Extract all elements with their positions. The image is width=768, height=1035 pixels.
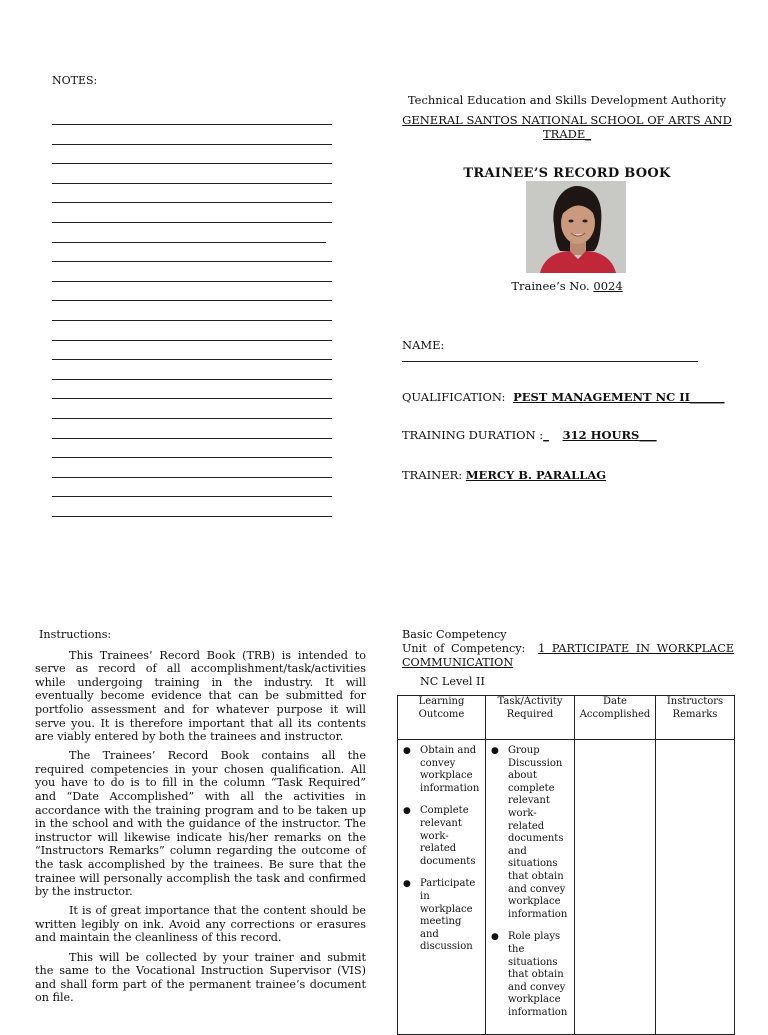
task-text: Group Discussion about complete relevant work-related documents and situations that obtain and convey workplace information (508, 745, 568, 920)
outcome-text: Participate in workplace meeting and discussion (420, 878, 476, 953)
school-name: GENERAL SANTOS NATIONAL SCHOOL OF ARTS AND TRADE_ (402, 113, 732, 141)
instructions-paragraph: The Trainees’ Record Book contains all the required competencies in your chosen qualification. All you have to do is to fill in the column “Task Required” and “Date Accomplished” with all the activities in accordance with the training program and to be taken up in the school and with the guidance of the instructor. The instructor will likewise indicate his/her remarks on the “Instructors Remarks” column regarding the outcome of the task accomplished by the trainees. Be sure that the trainee will personally accomplish the task and confirmed by the instructor. (35, 749, 366, 899)
trainer-value: MERCY B. PARALLAG (465, 468, 607, 482)
outcome-text: Obtain and convey workplace information (420, 745, 480, 794)
list-item (402, 805, 483, 868)
qualification-field (402, 390, 725, 404)
header-learning-outcome: Learning Outcome (398, 696, 486, 740)
note-line (52, 340, 332, 341)
trainee-number (400, 279, 734, 293)
instructions-heading: Instructions: (39, 628, 112, 641)
trainee-number-value: 0024 (593, 279, 623, 293)
note-line (52, 398, 332, 399)
task-required-cell (486, 740, 575, 1035)
header-task-required: Task/Activity Required (486, 696, 575, 740)
note-line (52, 379, 332, 380)
note-line (52, 320, 332, 321)
bullet-icon: ● (403, 879, 411, 890)
notes-label: NOTES: (52, 74, 98, 87)
note-line (52, 183, 332, 184)
instructions-section (35, 628, 366, 1010)
header-instructors-remarks: Instructors Remarks (656, 696, 735, 740)
instructions-paragraph: This will be collected by your trainer and submit the same to the Vocational Instruction Supervisor (VIS) and shall form part of the permanent trainee’s document on file. (35, 950, 366, 1005)
note-line (52, 477, 332, 478)
instructions-paragraph: This Trainees’ Record Book (TRB) is intended to serve as record of all accomplishment/task/activities while undergoing training in the industry. It will eventually become evidence that can be submitted for portfolio assessment and for whatever purpose it will serve you. It is therefore important that all its contents are viably entered by both the trainees and instructor. (35, 648, 366, 744)
trainee-portrait-image (526, 181, 626, 273)
note-line (52, 457, 332, 458)
note-line (52, 124, 332, 125)
unit-label: Unit of Competency: (402, 642, 526, 655)
bullet-icon: ● (403, 806, 411, 817)
authority-name: Technical Education and Skills Development Authority (407, 93, 727, 107)
competency-section (402, 628, 734, 689)
competency-type: Basic Competency (402, 628, 507, 641)
name-blank-line (402, 361, 698, 362)
date-accomplished-cell[interactable] (575, 740, 656, 1035)
note-line (52, 438, 332, 439)
outcome-text: Complete relevant work-related documents (420, 805, 476, 867)
unit-of-competency (402, 642, 734, 670)
header-date-accomplished: Date Accomplished (575, 696, 656, 740)
book-title: TRAINEE’S RECORD BOOK (463, 166, 671, 181)
nc-level: NC Level II (420, 675, 485, 688)
note-line (52, 222, 332, 223)
duration-value: 312 HOURS (562, 428, 640, 442)
note-line (52, 300, 332, 301)
duration-field (402, 428, 657, 442)
instructors-remarks-cell[interactable] (656, 740, 735, 1035)
note-line (52, 281, 332, 282)
trainee-number-label: Trainee’s No. (511, 279, 590, 293)
note-line (52, 242, 326, 243)
qualification-label: QUALIFICATION: (402, 390, 506, 404)
table-header-row (398, 696, 735, 740)
qualification-value: PEST MANAGEMENT NC II (513, 390, 691, 404)
note-line (52, 144, 332, 145)
list-item (490, 931, 572, 1019)
note-line (52, 359, 332, 360)
note-line (52, 516, 332, 517)
instructions-paragraph: It is of great importance that the content should be written legibly on ink. Avoid any corrections or erasures and maintain the cleanliness of this record. (35, 904, 366, 945)
bullet-icon: ● (491, 932, 499, 943)
list-item (402, 745, 483, 795)
name-label: NAME: (402, 338, 445, 352)
trainer-field (402, 468, 606, 482)
table-row (398, 740, 735, 1035)
trainer-label: TRAINER: (402, 468, 463, 482)
competency-table (397, 695, 735, 1035)
list-item (402, 878, 483, 954)
note-line (52, 418, 332, 419)
qualification-trail: ______ (690, 390, 725, 404)
learning-outcome-cell (398, 740, 486, 1035)
duration-trail: ___ (639, 428, 657, 442)
trainee-photo (526, 181, 626, 273)
note-line (52, 261, 332, 262)
note-line (52, 202, 332, 203)
note-line (52, 163, 332, 164)
bullet-icon: ● (403, 746, 411, 756)
duration-label: TRAINING DURATION : (402, 428, 544, 442)
list-item (490, 745, 572, 921)
task-text: Role plays the situations that obtain and convey workplace information (508, 931, 568, 1018)
unit-value: 1 PARTICIPATE IN WORKPLACE COMMUNICATION (402, 642, 734, 669)
duration-pre: _ (543, 428, 549, 442)
bullet-icon: ● (491, 746, 499, 756)
note-line (52, 496, 332, 497)
